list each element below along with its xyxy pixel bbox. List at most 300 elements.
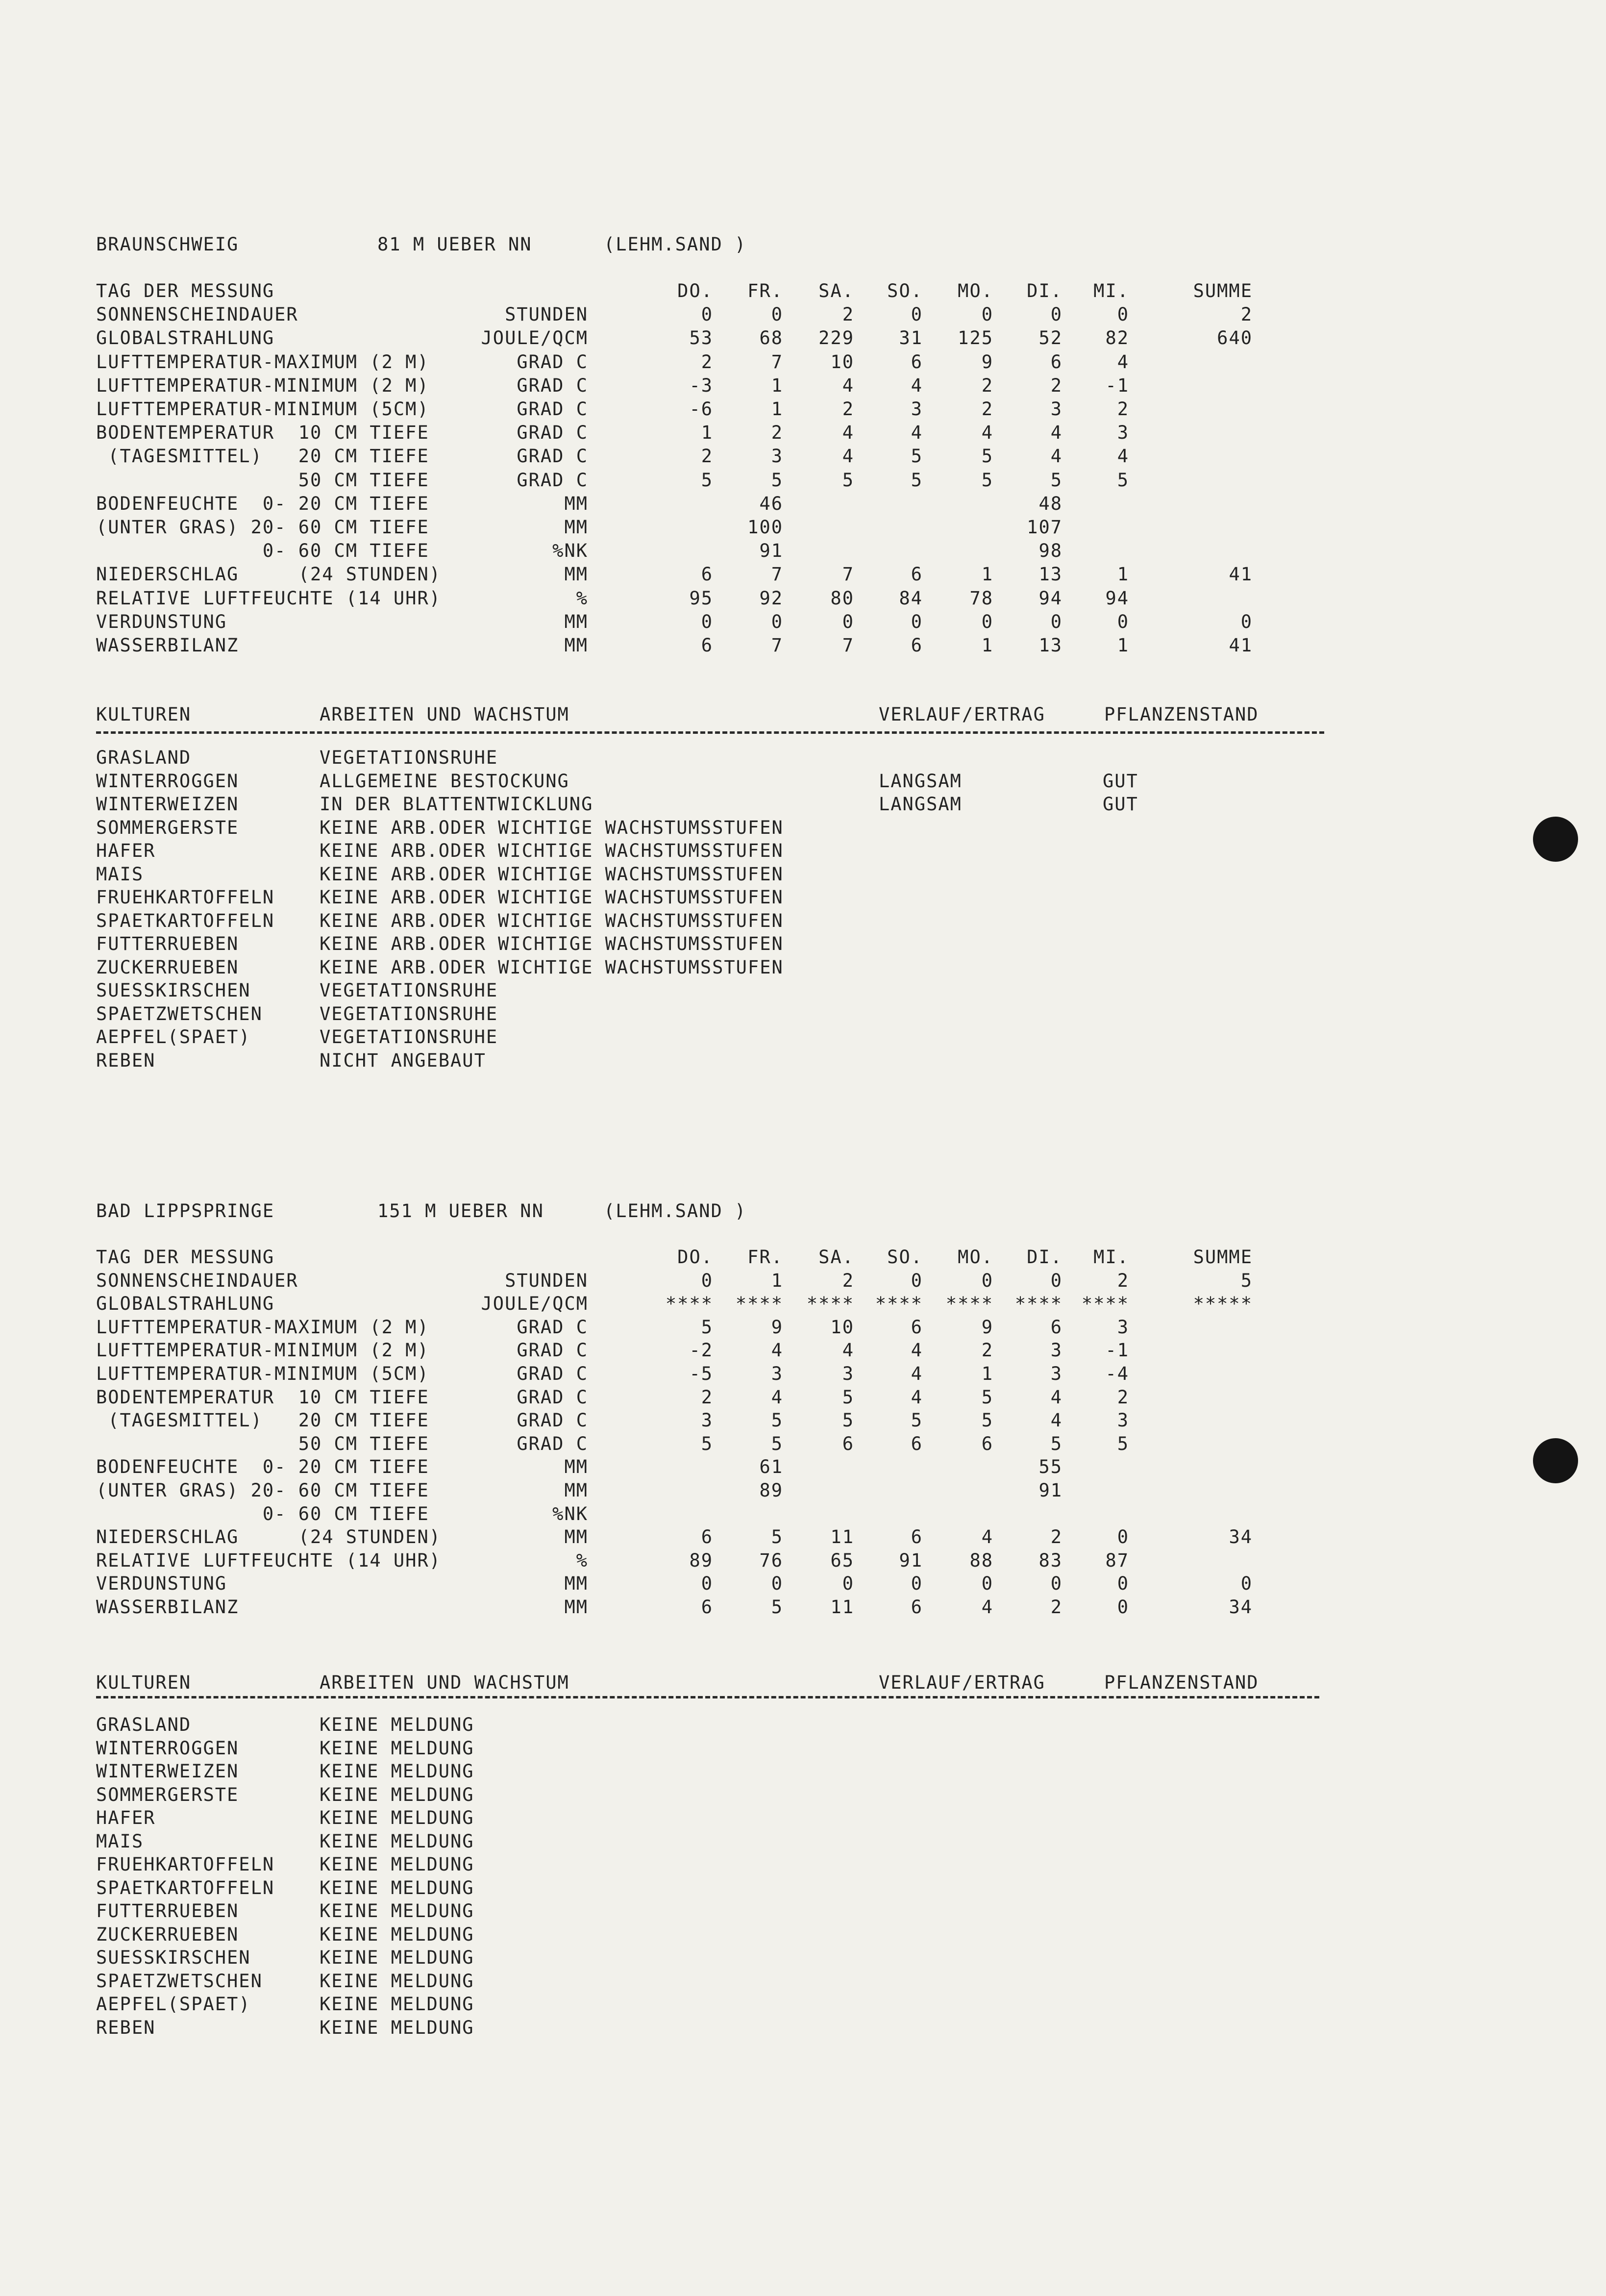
row-label: BODENFEUCHTE 0- 20 CM TIEFE xyxy=(96,493,429,514)
row-unit: GRAD C xyxy=(517,351,588,373)
punch-hole-icon xyxy=(1533,1438,1578,1483)
cell-value: -6 xyxy=(689,399,713,420)
station-elevation: 81 M UEBER NN xyxy=(377,234,532,255)
cell-sum: 34 xyxy=(1229,1526,1253,1547)
cell-value: **** xyxy=(806,1293,854,1314)
cell-value: 6 xyxy=(911,564,923,585)
cell-value: 31 xyxy=(899,327,923,349)
crop-work: IN DER BLATTENTWICKLUNG xyxy=(320,794,593,815)
cell-value: -4 xyxy=(1105,1363,1129,1384)
row-unit: % xyxy=(576,1550,588,1571)
cell-value: 4 xyxy=(1050,1410,1062,1431)
cell-sum: 0 xyxy=(1240,1573,1253,1594)
crop-name: GRASLAND xyxy=(96,747,192,768)
cell-value: 4 xyxy=(1117,446,1129,467)
row-label: 50 CM TIEFE xyxy=(96,1433,429,1454)
cell-value: 4 xyxy=(911,1363,923,1384)
crop-work: KEINE ARB.ODER WICHTIGE WACHSTUMSSTUFEN xyxy=(320,840,784,861)
cell-value: 2 xyxy=(842,399,854,420)
cell-value: 91 xyxy=(899,1550,923,1571)
row-label: LUFTTEMPERATUR-MINIMUM (5CM) xyxy=(96,399,429,420)
crop-work: KEINE MELDUNG xyxy=(320,1877,474,1898)
cell-value: 94 xyxy=(1038,588,1062,609)
cell-value: 5 xyxy=(911,1410,923,1431)
crop-work: ALLGEMEINE BESTOCKUNG xyxy=(320,771,569,792)
cell-value: 0 xyxy=(1050,304,1062,325)
cell-value: 3 xyxy=(1117,1410,1129,1431)
row-unit: MM xyxy=(564,1526,588,1547)
cell-value: 65 xyxy=(830,1550,854,1571)
day-header: DO. xyxy=(677,280,713,301)
cell-value: 11 xyxy=(830,1526,854,1547)
row-label: SONNENSCHEINDAUER xyxy=(96,304,298,325)
crops-header-kulturen: KULTUREN xyxy=(96,1672,192,1693)
crop-work: NICHT ANGEBAUT xyxy=(320,1050,486,1071)
row-label: (TAGESMITTEL) 20 CM TIEFE xyxy=(96,1410,429,1431)
row-label: VERDUNSTUNG xyxy=(96,611,227,632)
crop-work: KEINE MELDUNG xyxy=(320,1900,474,1922)
crop-work: KEINE MELDUNG xyxy=(320,1994,474,2015)
cell-value: 4 xyxy=(1050,1387,1062,1408)
row-label: NIEDERSCHLAG (24 STUNDEN) xyxy=(96,564,442,585)
cell-value: **** xyxy=(1014,1293,1062,1314)
crop-name: SPAETKARTOFFELN xyxy=(96,910,275,931)
row-label: (UNTER GRAS) 20- 60 CM TIEFE xyxy=(96,1480,429,1501)
cell-value: 88 xyxy=(969,1550,993,1571)
crop-name: SUESSKIRSCHEN xyxy=(96,1947,251,1968)
crop-work: KEINE MELDUNG xyxy=(320,2017,474,2038)
cell-value: 87 xyxy=(1105,1550,1129,1571)
cell-value: -3 xyxy=(689,375,713,396)
cell-value: 89 xyxy=(689,1550,713,1571)
cell-sum: 2 xyxy=(1240,304,1253,325)
cell-sum: ***** xyxy=(1193,1293,1253,1314)
crop-work: KEINE ARB.ODER WICHTIGE WACHSTUMSSTUFEN xyxy=(320,817,784,838)
cell-value: 1 xyxy=(981,564,993,585)
cell-value: 6 xyxy=(911,1597,923,1618)
cell-value: 82 xyxy=(1105,327,1129,349)
cell-value: 0 xyxy=(701,304,713,325)
cell-value: 5 xyxy=(771,1410,783,1431)
station-elevation: 151 M UEBER NN xyxy=(377,1200,544,1222)
cell-value: 0 xyxy=(911,611,923,632)
row-label: BODENFEUCHTE 0- 20 CM TIEFE xyxy=(96,1456,429,1477)
cell-value: 1 xyxy=(771,375,783,396)
row-label: (UNTER GRAS) 20- 60 CM TIEFE xyxy=(96,517,429,538)
crop-name: SOMMERGERSTE xyxy=(96,1784,239,1805)
cell-sum: 41 xyxy=(1229,635,1253,656)
cell-value: 1 xyxy=(1117,564,1129,585)
cell-value: 7 xyxy=(842,564,854,585)
day-header: MI. xyxy=(1093,280,1129,301)
cell-value: 5 xyxy=(701,470,713,491)
crop-work: KEINE ARB.ODER WICHTIGE WACHSTUMSSTUFEN xyxy=(320,887,784,908)
cell-value: 6 xyxy=(911,1317,923,1338)
crop-work: KEINE MELDUNG xyxy=(320,1807,474,1828)
cell-value: 5 xyxy=(771,1597,783,1618)
cell-value: 68 xyxy=(759,327,783,349)
row-unit: MM xyxy=(564,1597,588,1618)
day-header: SO. xyxy=(887,1247,923,1268)
crops-header-arbeiten: ARBEITEN UND WACHSTUM xyxy=(320,704,569,725)
cell-value: 4 xyxy=(842,1340,854,1361)
cell-value: 229 xyxy=(818,327,854,349)
cell-value: **** xyxy=(665,1293,713,1314)
cell-value: 3 xyxy=(701,1410,713,1431)
cell-value: 92 xyxy=(759,588,783,609)
crop-work: VEGETATIONSRUHE xyxy=(320,747,498,768)
cell-value: 2 xyxy=(701,1387,713,1408)
row-label: LUFTTEMPERATUR-MINIMUM (2 M) xyxy=(96,1340,429,1361)
crop-work: VEGETATIONSRUHE xyxy=(320,1003,498,1024)
crop-name: FRUEHKARTOFFELN xyxy=(96,1854,275,1875)
cell-value: 0 xyxy=(981,1270,993,1291)
cell-value: 1 xyxy=(701,422,713,443)
crop-work: KEINE ARB.ODER WICHTIGE WACHSTUMSSTUFEN xyxy=(320,933,784,954)
row-unit: GRAD C xyxy=(517,1317,588,1338)
cell-value: 4 xyxy=(1050,446,1062,467)
crop-name: WINTERWEIZEN xyxy=(96,794,239,815)
row-label: LUFTTEMPERATUR-MINIMUM (5CM) xyxy=(96,1363,429,1384)
row-label: (TAGESMITTEL) 20 CM TIEFE xyxy=(96,446,429,467)
station-name: BRAUNSCHWEIG xyxy=(96,234,239,255)
crop-work: KEINE ARB.ODER WICHTIGE WACHSTUMSSTUFEN xyxy=(320,910,784,931)
cell-value: 4 xyxy=(911,375,923,396)
cell-value: 6 xyxy=(701,1597,713,1618)
row-unit: JOULE/QCM xyxy=(481,1293,588,1314)
row-label: TAG DER MESSUNG xyxy=(96,280,275,301)
row-label: 0- 60 CM TIEFE xyxy=(96,1503,429,1524)
cell-value: 0 xyxy=(981,611,993,632)
cell-value: 5 xyxy=(1050,470,1062,491)
day-header: SO. xyxy=(887,280,923,301)
cell-value: 5 xyxy=(771,470,783,491)
cell-value: 1 xyxy=(771,1270,783,1291)
row-label: GLOBALSTRAHLUNG xyxy=(96,1293,275,1314)
cell-value: 0 xyxy=(1117,1597,1129,1618)
cell-value: 0 xyxy=(1117,304,1129,325)
crop-name: GRASLAND xyxy=(96,1714,192,1735)
row-unit: GRAD C xyxy=(517,1387,588,1408)
row-unit: MM xyxy=(564,493,588,514)
cell-value: 0 xyxy=(771,1573,783,1594)
crop-work: KEINE MELDUNG xyxy=(320,1784,474,1805)
row-unit: STUNDEN xyxy=(505,304,588,325)
day-header: MO. xyxy=(958,1247,993,1268)
cell-value: 1 xyxy=(771,399,783,420)
cell-value: 4 xyxy=(981,1526,993,1547)
crop-name: WINTERWEIZEN xyxy=(96,1761,239,1782)
cell-value: 2 xyxy=(981,399,993,420)
cell-value: **** xyxy=(735,1293,783,1314)
cell-value: **** xyxy=(1081,1293,1129,1314)
cell-value: 5 xyxy=(1117,470,1129,491)
row-label: 50 CM TIEFE xyxy=(96,470,429,491)
cell-value: 5 xyxy=(701,1317,713,1338)
crop-name: FUTTERRUEBEN xyxy=(96,933,239,954)
crop-name: SPAETZWETSCHEN xyxy=(96,1003,263,1024)
row-unit: GRAD C xyxy=(517,1410,588,1431)
crop-work: KEINE MELDUNG xyxy=(320,1947,474,1968)
cell-value: 7 xyxy=(771,351,783,373)
cell-sum: 5 xyxy=(1240,1270,1253,1291)
crop-work: KEINE MELDUNG xyxy=(320,1714,474,1735)
cell-value: 95 xyxy=(689,588,713,609)
crop-work: KEINE MELDUNG xyxy=(320,1831,474,1852)
cell-value: 80 xyxy=(830,588,854,609)
crops-header-arbeiten: ARBEITEN UND WACHSTUM xyxy=(320,1672,569,1693)
cell-value: 5 xyxy=(771,1526,783,1547)
cell-value: 61 xyxy=(759,1456,783,1477)
dashed-divider xyxy=(96,1696,1319,1698)
cell-value: 4 xyxy=(911,1387,923,1408)
cell-value: 2 xyxy=(842,304,854,325)
crop-name: SPAETKARTOFFELN xyxy=(96,1877,275,1898)
cell-value: **** xyxy=(945,1293,993,1314)
cell-value: 46 xyxy=(759,493,783,514)
crop-name: HAFER xyxy=(96,840,156,861)
cell-value: 84 xyxy=(899,588,923,609)
row-unit: MM xyxy=(564,611,588,632)
cell-value: 7 xyxy=(842,635,854,656)
cell-value: 0 xyxy=(1050,611,1062,632)
day-header: FR. xyxy=(747,280,783,301)
cell-value: 6 xyxy=(911,1526,923,1547)
cell-value: 7 xyxy=(771,635,783,656)
cell-value: **** xyxy=(875,1293,923,1314)
day-header: MO. xyxy=(958,280,993,301)
punch-hole-icon xyxy=(1533,817,1578,862)
cell-value: 2 xyxy=(1050,375,1062,396)
cell-value: 0 xyxy=(701,1573,713,1594)
cell-value: 9 xyxy=(981,1317,993,1338)
cell-value: 0 xyxy=(771,611,783,632)
row-unit: MM xyxy=(564,635,588,656)
row-label: BODENTEMPERATUR 10 CM TIEFE xyxy=(96,422,429,443)
cell-value: -2 xyxy=(689,1340,713,1361)
crop-work: KEINE ARB.ODER WICHTIGE WACHSTUMSSTUFEN xyxy=(320,957,784,978)
cell-value: 7 xyxy=(771,564,783,585)
crop-name: ZUCKERRUEBEN xyxy=(96,1924,239,1945)
row-unit: GRAD C xyxy=(517,1363,588,1384)
crop-verlauf: LANGSAM xyxy=(879,794,962,815)
station-soil: (LEHM.SAND ) xyxy=(604,1200,747,1222)
day-header: SA. xyxy=(818,280,854,301)
row-label: RELATIVE LUFTFEUCHTE (14 UHR) xyxy=(96,1550,442,1571)
cell-value: 5 xyxy=(842,470,854,491)
cell-value: 98 xyxy=(1038,540,1062,561)
cell-value: 5 xyxy=(1050,1433,1062,1454)
cell-value: 2 xyxy=(981,375,993,396)
cell-value: 76 xyxy=(759,1550,783,1571)
crop-name: AEPFEL(SPAET) xyxy=(96,1026,251,1048)
cell-value: 3 xyxy=(1050,1363,1062,1384)
cell-value: 0 xyxy=(1117,611,1129,632)
row-unit: GRAD C xyxy=(517,422,588,443)
cell-value: 0 xyxy=(701,611,713,632)
cell-value: 2 xyxy=(701,351,713,373)
cell-value: 3 xyxy=(771,446,783,467)
cell-value: 0 xyxy=(701,1270,713,1291)
cell-value: 4 xyxy=(911,1340,923,1361)
cell-value: 4 xyxy=(981,422,993,443)
cell-value: 9 xyxy=(981,351,993,373)
cell-value: 4 xyxy=(842,446,854,467)
row-label: SONNENSCHEINDAUER xyxy=(96,1270,298,1291)
cell-value: 2 xyxy=(842,1270,854,1291)
row-unit: %NK xyxy=(552,1503,588,1524)
day-header: DO. xyxy=(677,1247,713,1268)
cell-value: 1 xyxy=(1117,635,1129,656)
cell-value: 0 xyxy=(1050,1270,1062,1291)
cell-value: 0 xyxy=(842,611,854,632)
crop-name: AEPFEL(SPAET) xyxy=(96,1994,251,2015)
station-soil: (LEHM.SAND ) xyxy=(604,234,747,255)
row-unit: MM xyxy=(564,1456,588,1477)
row-unit: MM xyxy=(564,1573,588,1594)
cell-value: 5 xyxy=(981,446,993,467)
day-header: DI. xyxy=(1027,280,1062,301)
cell-value: 5 xyxy=(981,1410,993,1431)
row-label: VERDUNSTUNG xyxy=(96,1573,227,1594)
cell-sum: 34 xyxy=(1229,1597,1253,1618)
cell-sum: 41 xyxy=(1229,564,1253,585)
cell-value: 5 xyxy=(771,1433,783,1454)
cell-value: 6 xyxy=(701,635,713,656)
cell-value: 4 xyxy=(771,1340,783,1361)
cell-value: 0 xyxy=(1117,1573,1129,1594)
cell-value: 9 xyxy=(771,1317,783,1338)
cell-sum: 640 xyxy=(1217,327,1253,349)
cell-value: 4 xyxy=(842,422,854,443)
cell-value: 4 xyxy=(1050,422,1062,443)
row-unit: GRAD C xyxy=(517,399,588,420)
row-unit: MM xyxy=(564,1480,588,1501)
station-name: BAD LIPPSPRINGE xyxy=(96,1200,275,1222)
dashed-divider xyxy=(96,731,1324,734)
cell-value: 2 xyxy=(771,422,783,443)
row-label: NIEDERSCHLAG (24 STUNDEN) xyxy=(96,1526,442,1547)
cell-value: -5 xyxy=(689,1363,713,1384)
cell-value: 89 xyxy=(759,1480,783,1501)
cell-value: 6 xyxy=(981,1433,993,1454)
crop-name: REBEN xyxy=(96,2017,156,2038)
row-unit: %NK xyxy=(552,540,588,561)
cell-value: 94 xyxy=(1105,588,1129,609)
crop-name: SOMMERGERSTE xyxy=(96,817,239,838)
crop-stand: GUT xyxy=(1103,794,1138,815)
sum-header: SUMME xyxy=(1193,280,1253,301)
row-label: LUFTTEMPERATUR-MAXIMUM (2 M) xyxy=(96,351,429,373)
cell-value: 0 xyxy=(911,1573,923,1594)
cell-value: 0 xyxy=(911,1270,923,1291)
row-unit: GRAD C xyxy=(517,446,588,467)
cell-value: 3 xyxy=(842,1363,854,1384)
cell-value: 5 xyxy=(981,1387,993,1408)
cell-value: 5 xyxy=(842,1387,854,1408)
crop-work: VEGETATIONSRUHE xyxy=(320,1026,498,1048)
cell-value: 0 xyxy=(1117,1526,1129,1547)
cell-sum: 0 xyxy=(1240,611,1253,632)
cell-value: 10 xyxy=(830,351,854,373)
cell-value: 6 xyxy=(701,564,713,585)
cell-value: 5 xyxy=(911,446,923,467)
crops-header-verlauf: VERLAUF/ERTRAG xyxy=(879,1672,1045,1693)
cell-value: 3 xyxy=(1117,422,1129,443)
row-label: WASSERBILANZ xyxy=(96,635,239,656)
crop-work: KEINE MELDUNG xyxy=(320,1924,474,1945)
row-label: 0- 60 CM TIEFE xyxy=(96,540,429,561)
row-unit: % xyxy=(576,588,588,609)
cell-value: 4 xyxy=(981,1597,993,1618)
crop-work: KEINE MELDUNG xyxy=(320,1738,474,1759)
day-header: MI. xyxy=(1093,1247,1129,1268)
cell-value: 2 xyxy=(1117,1270,1129,1291)
cell-value: 2 xyxy=(701,446,713,467)
cell-value: 125 xyxy=(958,327,993,349)
cell-value: 100 xyxy=(747,517,783,538)
crop-work: KEINE MELDUNG xyxy=(320,1971,474,1992)
row-unit: GRAD C xyxy=(517,1340,588,1361)
cell-value: 6 xyxy=(1050,1317,1062,1338)
cell-value: 11 xyxy=(830,1597,854,1618)
cell-value: 3 xyxy=(1050,399,1062,420)
crop-name: REBEN xyxy=(96,1050,156,1071)
crop-work: VEGETATIONSRUHE xyxy=(320,980,498,1001)
cell-value: 6 xyxy=(1050,351,1062,373)
crop-verlauf: LANGSAM xyxy=(879,771,962,792)
cell-value: 2 xyxy=(1117,1387,1129,1408)
crop-work: KEINE MELDUNG xyxy=(320,1761,474,1782)
crop-work: KEINE MELDUNG xyxy=(320,1854,474,1875)
row-label: WASSERBILANZ xyxy=(96,1597,239,1618)
row-label: LUFTTEMPERATUR-MAXIMUM (2 M) xyxy=(96,1317,429,1338)
crops-header-stand: PFLANZENSTAND xyxy=(1104,1672,1259,1693)
row-unit: GRAD C xyxy=(517,375,588,396)
cell-value: 13 xyxy=(1038,635,1062,656)
cell-value: 5 xyxy=(981,470,993,491)
row-unit: JOULE/QCM xyxy=(481,327,588,349)
cell-value: 91 xyxy=(1038,1480,1062,1501)
row-unit: MM xyxy=(564,517,588,538)
crop-name: WINTERROGGEN xyxy=(96,1738,239,1759)
crop-name: SUESSKIRSCHEN xyxy=(96,980,251,1001)
cell-value: 5 xyxy=(701,1433,713,1454)
crop-stand: GUT xyxy=(1103,771,1138,792)
crop-name: ZUCKERRUEBEN xyxy=(96,957,239,978)
cell-value: 78 xyxy=(969,588,993,609)
cell-value: 0 xyxy=(1050,1573,1062,1594)
cell-value: 5 xyxy=(911,470,923,491)
cell-value: 1 xyxy=(981,1363,993,1384)
cell-value: 4 xyxy=(1117,351,1129,373)
cell-value: 3 xyxy=(1117,1317,1129,1338)
day-header: DI. xyxy=(1027,1247,1062,1268)
crops-header-kulturen: KULTUREN xyxy=(96,704,192,725)
cell-value: 52 xyxy=(1038,327,1062,349)
cell-value: 4 xyxy=(771,1387,783,1408)
cell-value: 2 xyxy=(1050,1597,1062,1618)
row-unit: STUNDEN xyxy=(505,1270,588,1291)
cell-value: 2 xyxy=(1117,399,1129,420)
crop-name: FRUEHKARTOFFELN xyxy=(96,887,275,908)
row-unit: GRAD C xyxy=(517,1433,588,1454)
cell-value: 6 xyxy=(911,351,923,373)
row-unit: GRAD C xyxy=(517,470,588,491)
cell-value: 4 xyxy=(842,375,854,396)
cell-value: 3 xyxy=(1050,1340,1062,1361)
cell-value: -1 xyxy=(1105,375,1129,396)
